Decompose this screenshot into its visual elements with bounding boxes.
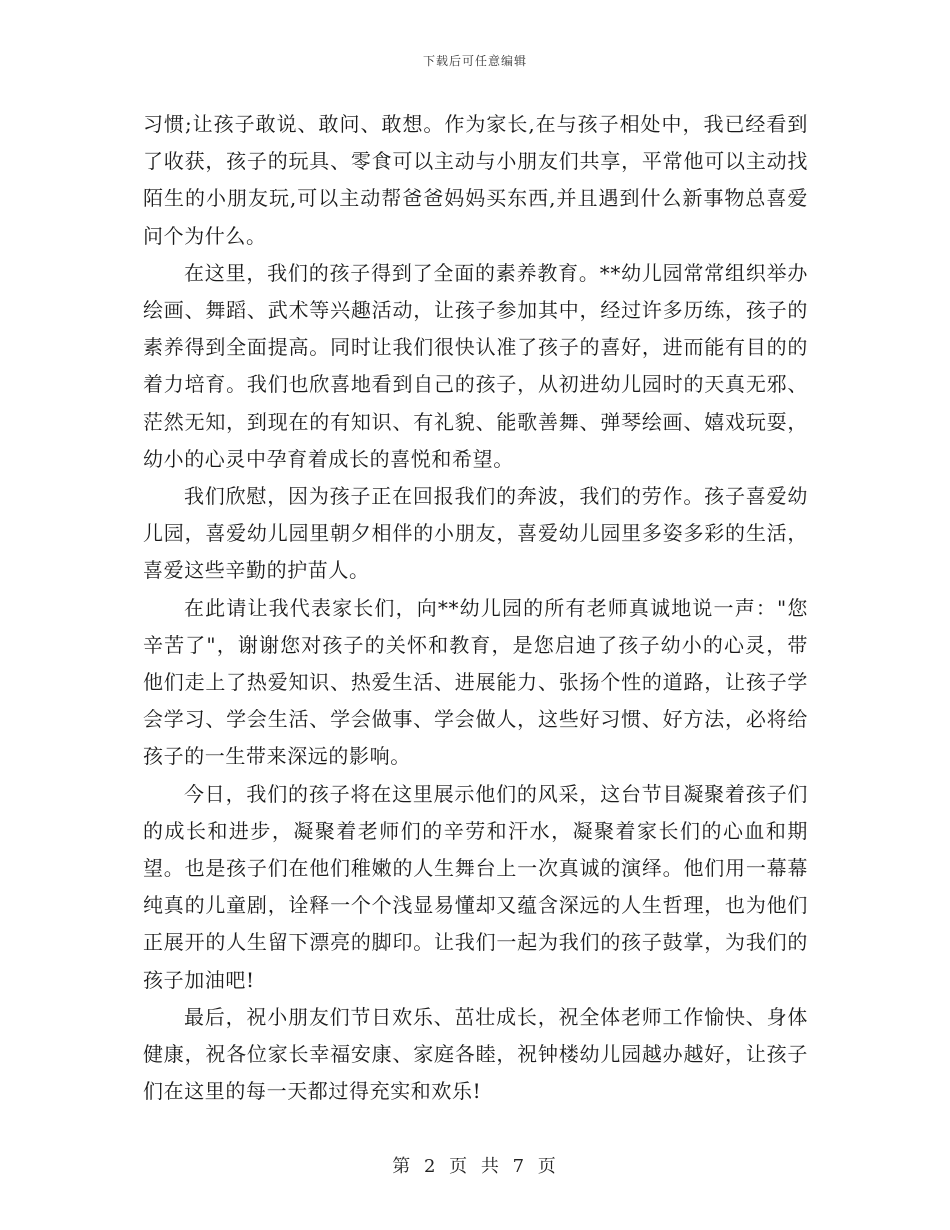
paragraph: 最后，祝小朋友们节日欢乐、茁壮成长，祝全体老师工作愉快、身体健康，祝各位家长幸福安康、家庭各睦，祝钟楼幼儿园越办越好，让孩子们在这里的每一天都过得充实和欢乐! bbox=[143, 1004, 808, 1104]
document-body bbox=[143, 106, 808, 1110]
paragraph: 在这里，我们的孩子得到了全面的素养教育。**幼儿园常常组织举办绘画、舞蹈、武术等兴趣活动，让孩子参加其中，经过许多历练，孩子的素养得到全面提高。同时让我们很快认准了孩子的喜好，进而能有目的的着力培育。我们也欣喜地看到自己的孩子，从初进幼儿园时的天真无邪、茫然无知，到现在的有知识、有礼貌、能歌善舞、弹琴绘画、嬉戏玩耍，幼小的心灵中孕育着成长的喜悦和希望。 bbox=[143, 260, 808, 471]
page-number-footer: 第 2 页 共 7 页 bbox=[392, 1156, 558, 1177]
page-header: 下载后可任意编辑 bbox=[422, 54, 527, 68]
paragraph-continuation: 习惯;让孩子敢说、敢问、敢想。作为家长,在与孩子相处中，我已经看到了收获，孩子的玩具、零食可以主动与小朋友们共享，平常他可以主动找陌生的小朋友玩,可以主动帮爸爸妈妈买东西,并且遇到什么新事物总喜爱问个为什么。 bbox=[143, 112, 808, 248]
paragraph: 在此请让我代表家长们，向**幼儿园的所有老师真诚地说一声："您辛苦了"，谢谢您对孩子的关怀和教育，是您启迪了孩子幼小的心灵，带他们走上了热爱知识、热爱生活、进展能力、张扬个性的道路，让孩子学会学习、学会生活、学会做事、学会做人，这些好习惯、好方法，必将给孩子的一生带来深远的影响。 bbox=[143, 595, 808, 769]
paragraph: 今日，我们的孩子将在这里展示他们的风采，这台节目凝聚着孩子们的成长和进步，凝聚着老师们的辛劳和汗水，凝聚着家长们的心血和期望。也是孩子们在他们稚嫩的人生舞台上一次真诚的演绎。他们用一幕幕纯真的儿童剧，诠释一个个浅显易懂却又蕴含深远的人生哲理，也为他们正展开的人生留下漂亮的脚印。让我们一起为我们的孩子鼓掌，为我们的孩子加油吧! bbox=[143, 781, 808, 992]
paragraph: 我们欣慰，因为孩子正在回报我们的奔波，我们的劳作。孩子喜爱幼儿园，喜爱幼儿园里朝夕相伴的小朋友，喜爱幼儿园里多姿多彩的生活，喜爱这些辛勤的护苗人。 bbox=[143, 484, 808, 583]
